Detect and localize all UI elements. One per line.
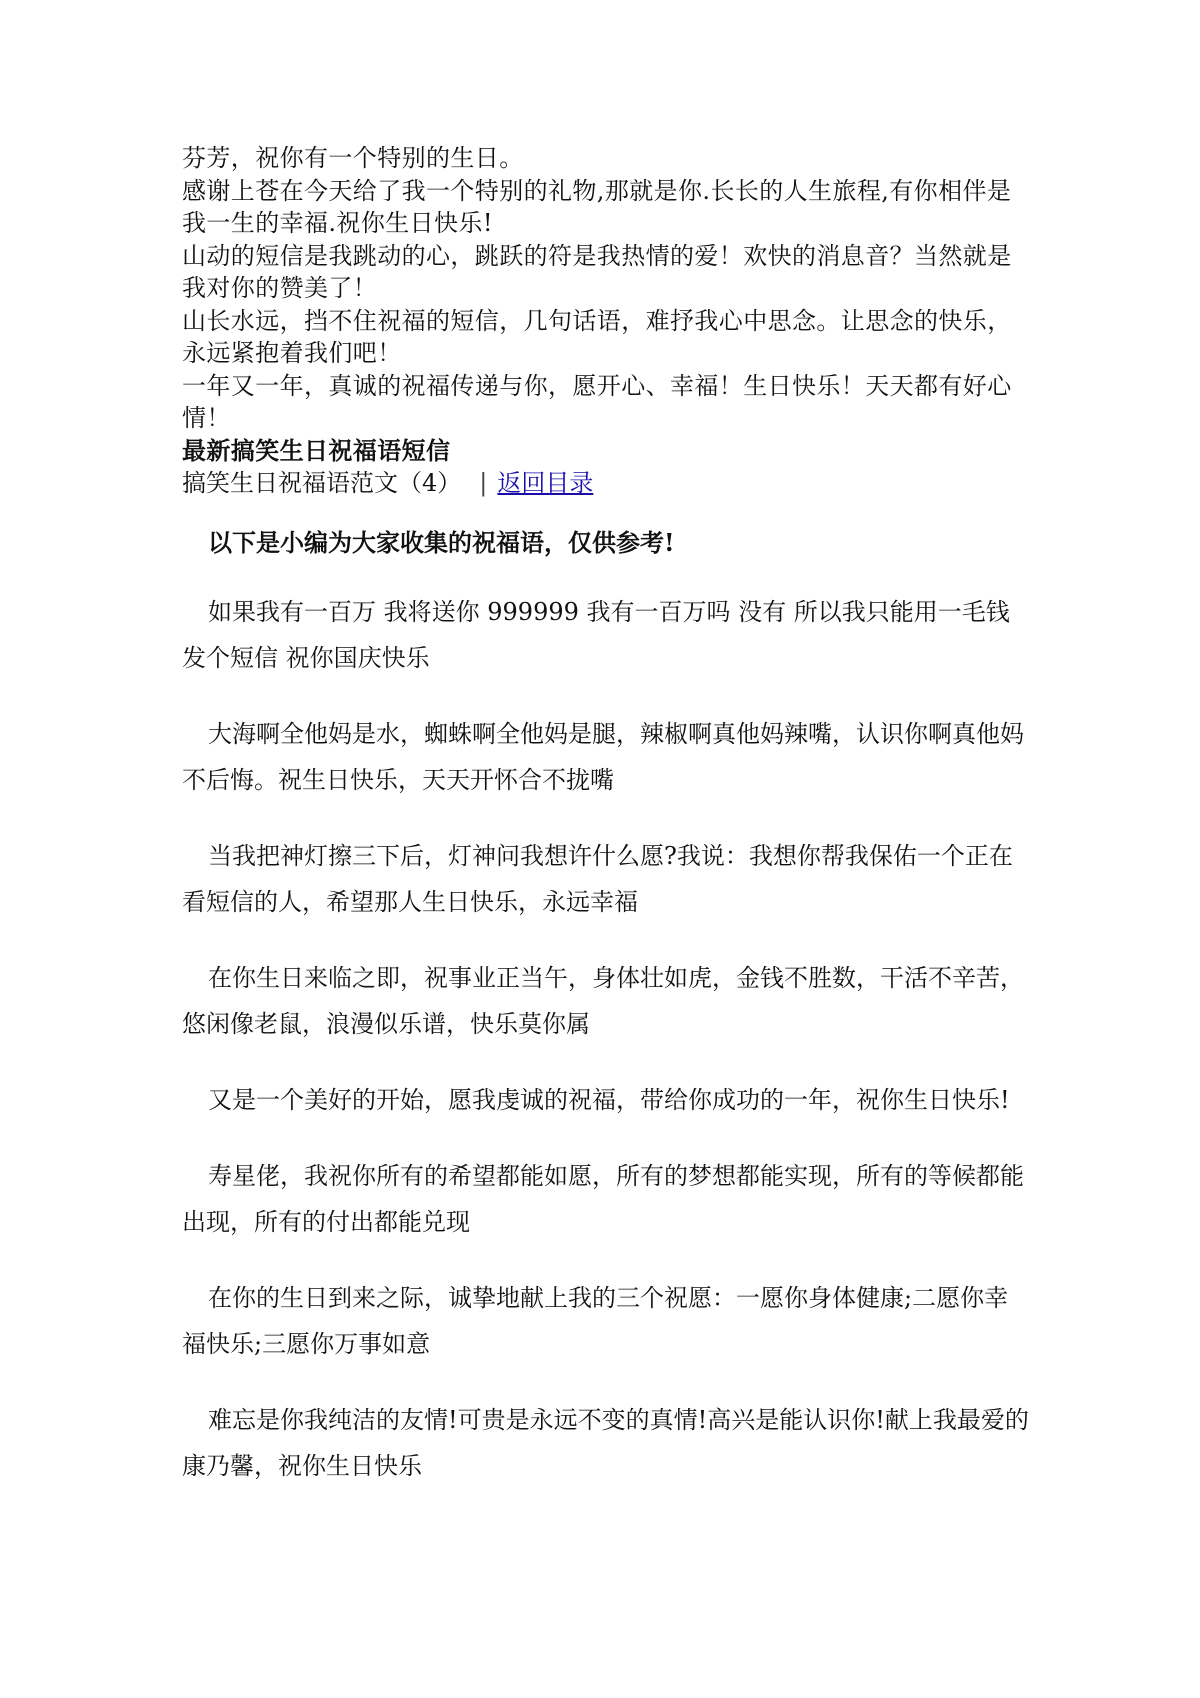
paragraph: 当我把神灯擦三下后，灯神问我想许什么愿?我说：我想你帮我保佑一个正在看短信的人，希望那人生日快乐，永远幸福 <box>182 842 1013 916</box>
paragraph: 在你的生日到来之际，诚挚地献上我的三个祝愿：一愿你身体健康;二愿你幸福快乐;三愿你万事如意 <box>182 1284 1009 1358</box>
paragraph: 难忘是你我纯洁的友情!可贵是永远不变的真情!高兴是能认识你!献上我最爱的康乃馨，祝你生日快乐 <box>182 1406 1029 1480</box>
text-line: 芬芳，祝你有一个特别的生日。 <box>182 144 524 172</box>
paragraph: 在你生日来临之即，祝事业正当午，身体壮如虎，金钱不胜数，干活不辛苦，悠闲像老鼠，浪漫似乐谱，快乐莫你属 <box>182 964 1024 1038</box>
back-to-contents-link[interactable]: 返回目录 <box>497 469 594 497</box>
separator: | <box>479 469 488 497</box>
paragraph: 寿星佬，我祝你所有的希望都能如愿，所有的梦想都能实现，所有的等候都能出现，所有的付出都能兑现 <box>182 1162 1024 1236</box>
intro-text: 以下是小编为大家收集的祝福语，仅供参考! <box>208 528 675 557</box>
section-nav <box>182 467 1032 499</box>
text-line: 山长水远，挡不住祝福的短信，几句话语，难抒我心中思念。让思念的快乐，永远紧抱着我们吧！ <box>182 306 1012 367</box>
section-heading: 最新搞笑生日祝福语短信 <box>182 435 451 465</box>
paragraph: 大海啊全他妈是水，蜘蛛啊全他妈是腿，辣椒啊真他妈辣嘴，认识你啊真他妈不后悔。祝生日快乐，天天开怀合不拢嘴 <box>182 720 1024 794</box>
paragraph: 如果我有一百万 我将送你 999999 我有一百万吗 没有 所以我只能用一毛钱发个短信 祝你国庆快乐 <box>182 598 1010 672</box>
document-page <box>182 142 1032 1513</box>
text-line: 感谢上苍在今天给了我一个特别的礼物,那就是你.长长的人生旅程,有你相伴是我一生的幸福.祝你生日快乐! <box>182 176 1012 237</box>
section-label: 搞笑生日祝福语范文（4） <box>182 469 462 497</box>
paragraph: 又是一个美好的开始，愿我虔诚的祝福，带给你成功的一年，祝你生日快乐! <box>208 1086 1010 1114</box>
text-line: 一年又一年，真诚的祝福传递与你，愿开心、幸福！生日快乐！天天都有好心情！ <box>182 371 1012 432</box>
text-line: 山动的短信是我跳动的心，跳跃的符是我热情的爱！欢快的消息音？当然就是我对你的赞美了！ <box>182 241 1012 302</box>
